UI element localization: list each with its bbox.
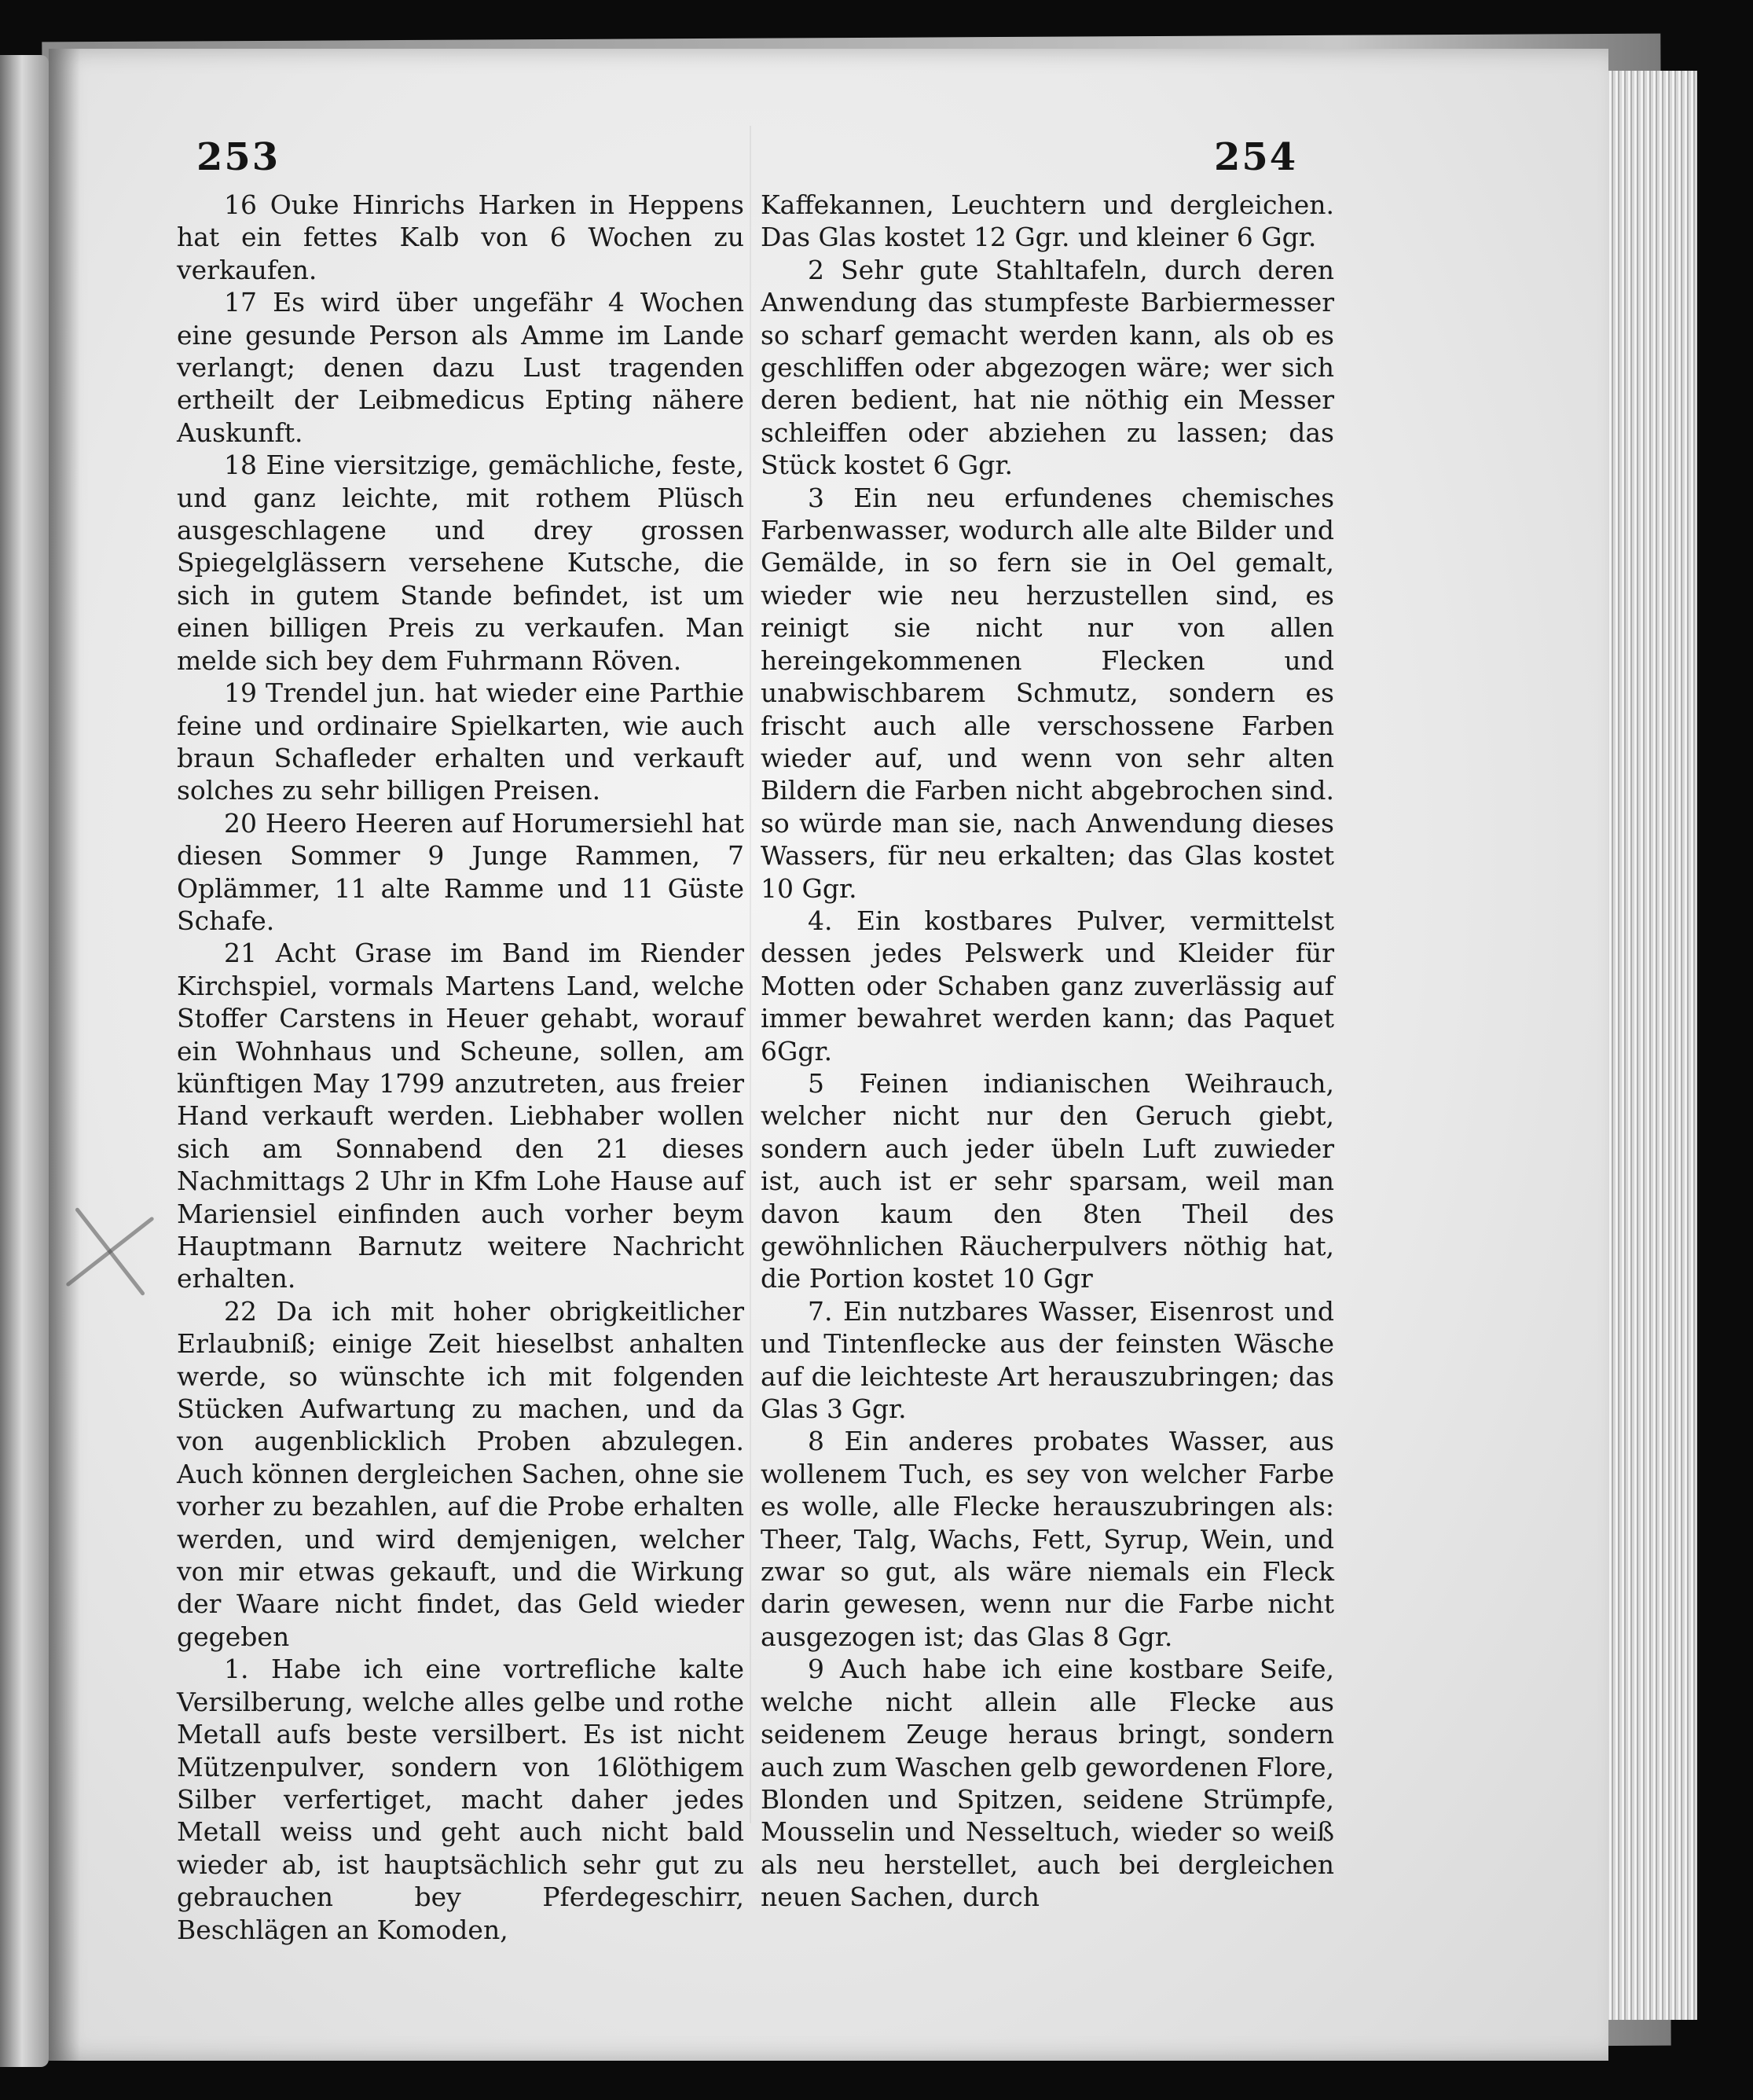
right-column bbox=[761, 189, 1334, 1914]
advert-paragraph: 3 Ein neu erfundenes chemisches Farbenwasser, wodurch alle alte Bilder und Gemälde, in so fern sie in Oel gemalt, wieder wie neu herzustellen sind, es reinigt sie nicht nur von allen hereingekommenen Flecken und unabwischbarem Schmutz, sondern es frischt auch alle verschossene Farben wieder auf, und wenn von sehr alten Bildern die Farben nicht abgebrochen sind. so würde man sie, nach Anwendung dieses Wassers, für neu erkalten; das Glas kostet 10 Ggr. bbox=[761, 482, 1334, 904]
advert-paragraph: 22 Da ich mit hoher obrigkeitlicher Erlaubniß; einige Zeit hieselbst anhalten werde, so wünschte ich mit folgenden Stücken Aufwartung zu machen, und da von augenblicklich Proben abzulegen. Auch können dergleichen Sachen, ohne sie vorher zu bezahlen, auf die Probe erhalten werden, und wird demjenigen, welcher von mir etwas gekauft, und die Wirkung der Waare nicht findet, das Geld wieder gegeben bbox=[177, 1295, 744, 1652]
page-edges bbox=[1603, 71, 1697, 2020]
advert-paragraph: 1. Habe ich eine vortrefliche kalte Versilberung, welche alles gelbe und rothe Metall aufs beste versilbert. Es ist nicht Mützenpulver, sondern von 16löthigem Silber verfertiget, macht daher jedes Metall weiss und geht auch nicht bald wieder ab, ist hauptsächlich sehr gut zu gebrauchen bey Pferdegeschirr, Beschlägen an Komoden, bbox=[177, 1654, 744, 1945]
pencil-cross-mark bbox=[47, 1195, 165, 1312]
advert-paragraph: 20 Heero Heeren auf Horumersiehl hat diesen Sommer 9 Junge Rammen, 7 Oplämmer, 11 alte Ramme und 11 Güste Schafe. bbox=[177, 807, 744, 936]
column-divider bbox=[750, 126, 751, 1823]
page-number-right: 254 bbox=[1214, 135, 1298, 179]
advert-paragraph: 5 Feinen indianischen Weihrauch, welcher nicht nur den Geruch giebt, sondern auch jeder übeln Luft zuwieder ist, auch ist er sehr sparsam, weil man davon kaum den 8ten Theil des gewöhnlichen Räucherpulvers nöthig hat, die Portion kostet 10 Ggr bbox=[761, 1067, 1334, 1294]
binding-shadow bbox=[49, 49, 80, 2061]
advert-paragraph: 19 Trendel jun. hat wieder eine Parthie feine und ordinaire Spielkarten, wie auch braun Schafleder erhalten und verkauft solches zu sehr billigen Preisen. bbox=[177, 677, 744, 806]
advert-paragraph: Kaffekannen, Leuchtern und dergleichen. Das Glas kostet 12 Ggr. und kleiner 6 Ggr. bbox=[761, 189, 1334, 253]
advert-paragraph: 7. Ein nutzbares Wasser, Eisenrost und und Tintenflecke aus der feinsten Wäsche auf die leichteste Art herauszubringen; das Glas 3 Ggr. bbox=[761, 1295, 1334, 1425]
left-column bbox=[177, 189, 744, 1946]
advert-paragraph: 17 Es wird über ungefähr 4 Wochen eine gesunde Person als Amme im Lande verlangt; denen dazu Lust tragenden ertheilt der Leibmedicus Epting nähere Auskunft. bbox=[177, 287, 744, 448]
facing-page-edge bbox=[0, 55, 49, 2067]
advert-paragraph: 9 Auch habe ich eine kostbare Seife, welche nicht allein alle Flecke aus seidenem Zeuge heraus bringt, sondern auch zum Waschen gelb gewordenen Flore, Blonden und Spitzen, seidene Strümpfe, Mousselin und Nesseltuch, wieder so weiß als neu herstellet, auch bei dergleichen neuen Sachen, durch bbox=[761, 1654, 1334, 1913]
advert-paragraph: 4. Ein kostbares Pulver, vermittelst dessen jedes Pelswerk und Kleider für Motten oder Schaben ganz zuverlässig auf immer bewahret werden kann; das Paquet 6Ggr. bbox=[761, 905, 1334, 1067]
advert-paragraph: 2 Sehr gute Stahltafeln, durch deren Anwendung das stumpfeste Barbiermesser so scharf gemacht werden kann, als ob es geschliffen oder abgezogen wäre; wer sich deren bedient, hat nie nöthig ein Messer schleiffen oder abziehen zu lassen; das Stück kostet 6 Ggr. bbox=[761, 254, 1334, 481]
advert-paragraph: 21 Acht Grase im Band im Riender Kirchspiel, vormals Martens Land, welche Stoffer Carstens in Heuer gehabt, worauf ein Wohnhaus und Scheune, sollen, am künftigen May 1799 anzutreten, aus freier Hand verkauft werden. Liebhaber wollen sich am Sonnabend den 21 dieses Nachmittags 2 Uhr in Kfm Lohe Hause auf Mariensiel einfinden auch vorher beym Hauptmann Barnutz weitere Nachricht erhalten. bbox=[177, 938, 744, 1294]
advert-paragraph: 16 Ouke Hinrichs Harken in Heppens hat ein fettes Kalb von 6 Wochen zu verkaufen. bbox=[177, 189, 744, 285]
advert-paragraph: 8 Ein anderes probates Wasser, aus wollenem Tuch, es sey von welcher Farbe es wolle, alle Flecke herauszubringen als: Theer, Talg, Wachs, Fett, Syrup, Wein, und zwar so gut, als wäre niemals ein Fleck darin gewesen, wenn nur die Farbe nicht ausgezogen ist; das Glas 8 Ggr. bbox=[761, 1426, 1334, 1652]
page-number-left: 253 bbox=[196, 135, 281, 179]
advert-paragraph: 18 Eine viersitzige, gemächliche, feste, und ganz leichte, mit rothem Plüsch ausgeschlagene und drey grossen Spiegelglässern versehene Kutsche, die sich in gutem Stande befindet, ist um einen billigen Preis zu verkaufen. Man melde sich bey dem Fuhrmann Röven. bbox=[177, 450, 744, 676]
